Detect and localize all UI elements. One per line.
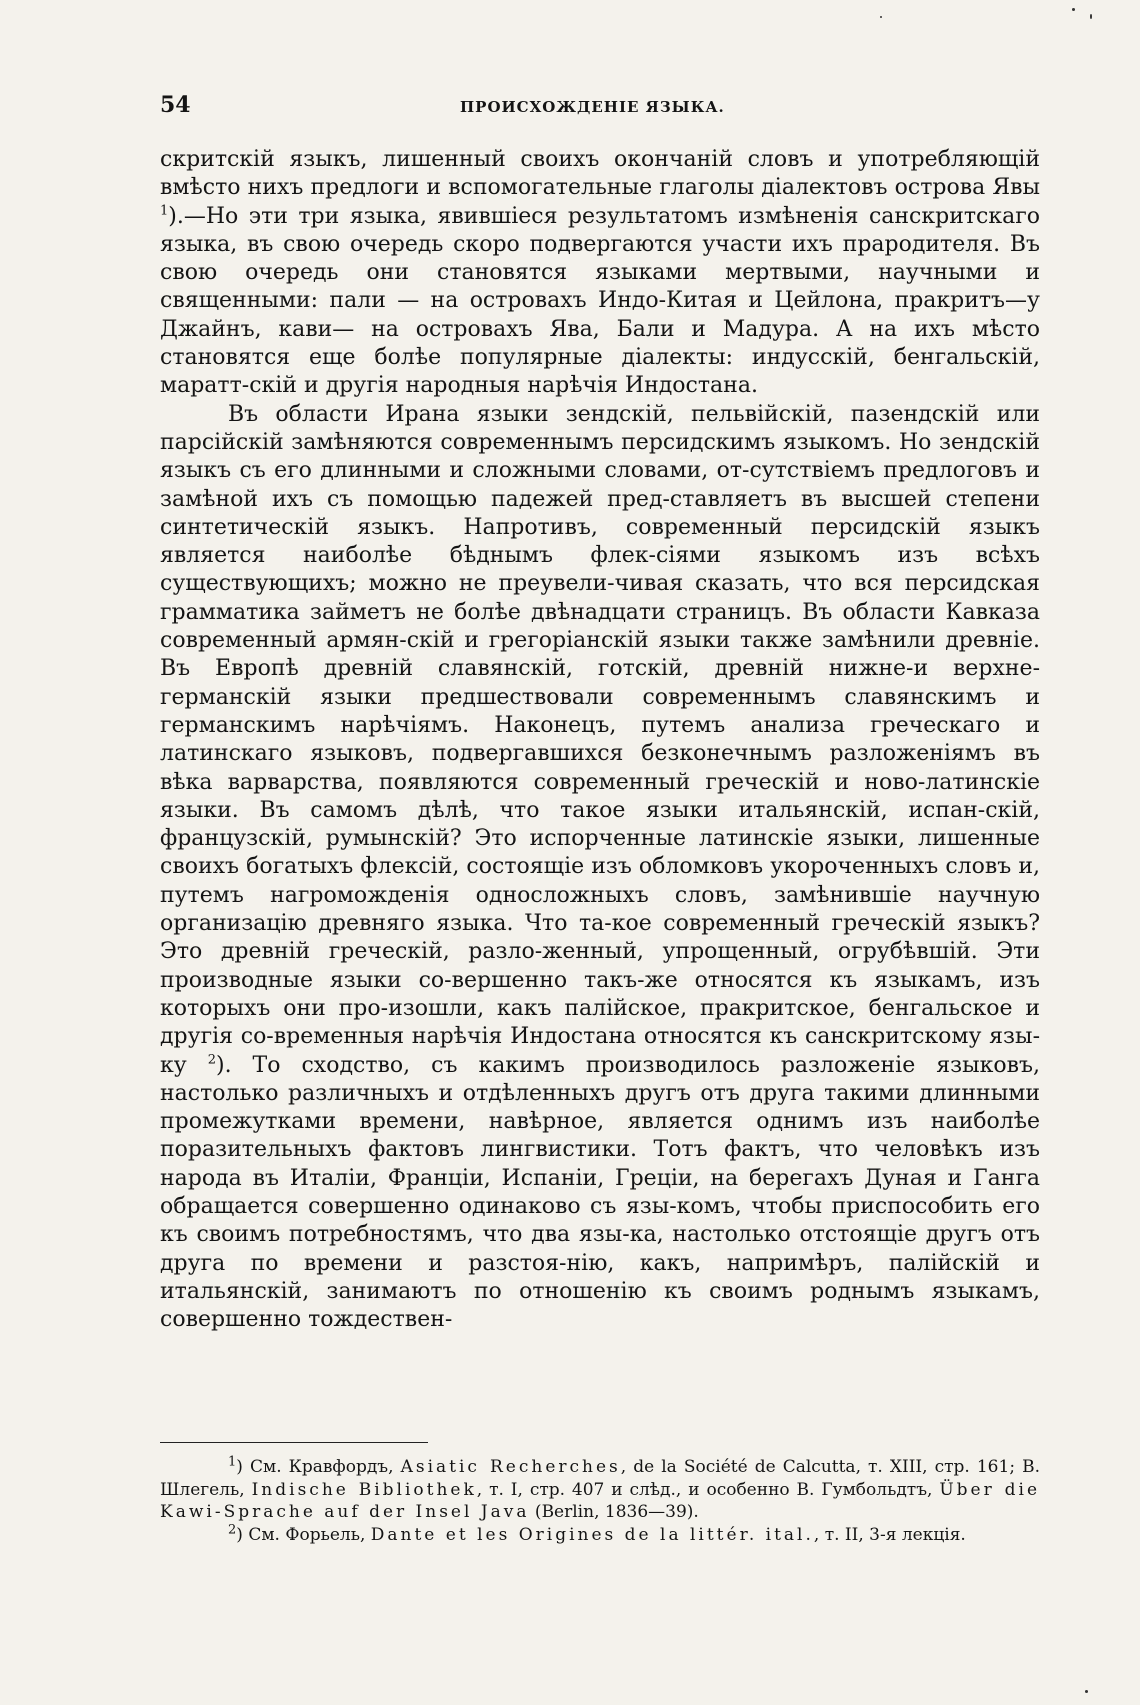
footnote-1-text-a: ) См. Кравфордъ,: [236, 1457, 401, 1477]
footnote-1-title-c: Über die Kawi-Sprache auf der Insel Java: [160, 1479, 1040, 1522]
running-title: ПРОИСХОЖДЕНIЕ ЯЗЫКА.: [460, 98, 725, 116]
footnote-divider: [160, 1442, 428, 1443]
paragraph-1-text-a: скритскiй языкъ, лишенный своихъ окончанiй словъ и употребляющiй вмѣсто нихъ предлоги и вспомогательные глаголы дiалектовъ острова Явы: [160, 147, 1040, 201]
paragraph-1-text-b: ).—Но эти три языка, явившiеся результатомъ измѣненiя санскритскаго языка, въ свою очередь скоро подвергаются участи ихъ прародителя. Въ свою очередь они становятся языками мертвыми, научными и священными: пали — на островахъ Индо-Китая и Цейлона, пракритъ—у Джайнъ, кави— на островахъ Ява, Бали и Мадура. А на ихъ мѣсто становятся еще болѣе популярные дiалекты: индусскiй, бенгальскiй, маратт-скiй и другiя народныя нарѣчiя Индостана.: [160, 203, 1040, 399]
page-number: 54: [160, 92, 191, 118]
scan-speck: [880, 16, 882, 18]
footnote-2-text-b: , т. II, 3-я лекцiя.: [813, 1524, 966, 1545]
footnote-1-title-a: Asiatic Recherches: [400, 1457, 621, 1477]
paragraph-1: [160, 146, 1040, 401]
footnote-1-text-b: , de la Société de Calcutta, т. XIII, стр. 161; В. Шлегель,: [160, 1457, 1040, 1500]
paragraph-2-text-a: Въ области Ирана языки зендскiй, пельвiйскiй, пазендскiй или парсiйскiй замѣняются современнымъ персидскимъ языкомъ. Но зендскiй языкъ съ его длинными и сложными словами, от-сутствiемъ предлоговъ и замѣной ихъ съ помощью падежей пред-ставляетъ въ высшей степени синтетическiй языкъ. Напротивъ, современный персидскiй языкъ является наиболѣе бѣднымъ флек-сiями языкомъ изъ всѣхъ существующихъ; можно не преувели-чивая сказать, что вся персидская грамматика займетъ не болѣе двѣнадцати страницъ. Въ области Кавказа современный армян-скiй и грегорiанскiй языки также замѣнили древнiе. Въ Европѣ древнiй славянскiй, готскiй, древнiй нижне-и верхне-германскiй языки предшествовали современнымъ славянскимъ и германскимъ нарѣчiямъ. Наконецъ, путемъ анализа греческаго и латинскаго языковъ, подвергавшихся безконечнымъ разложенiямъ въ вѣка варварства, появляются современный греческiй и ново-латинскiе языки. Въ самомъ дѣлѣ, что такое языки итальянскiй, испан-скiй, французскiй, румынскiй? Это испорченные латинскiе языки, лишенные своихъ богатыхъ флексiй, состоящiе изъ обломковъ укороченныхъ словъ и, путемъ нагроможденiя односложныхъ словъ, замѣнившiе научную организацiю древняго языка. Что та-кое современный греческiй языкъ? Это древнiй греческiй, разло-женный, упрощенный, огрубѣвшiй. Эти производные языки со-вершенно такъ-же относятся къ языкамъ, изъ которыхъ они про-изошли, какъ палiйское, пракритское, бенгальское и другiя со-временныя нарѣчiя Индостана относятся къ санскритскому язы-ку: [160, 401, 1040, 1078]
footnote-1-text-d: (Berlin, 1836—39).: [529, 1502, 699, 1522]
footnote-2-title: Dante et les Origines de la littér. ital.: [370, 1524, 814, 1545]
footnote-2-text-a: ) См. Форьель,: [236, 1524, 371, 1545]
body-text: [160, 146, 1040, 1334]
footnote-1-marker: 1: [228, 1454, 237, 1470]
scan-speck: [1072, 8, 1075, 11]
footnote-1-text-c: , т. I, стр. 407 и слѣд., и особенно В. Гумбольдтъ,: [476, 1479, 940, 1500]
footnote-2: [160, 1521, 1040, 1547]
scan-speck: [1090, 14, 1092, 19]
footnote-1-title-b: Indische Bibliothek: [251, 1479, 477, 1500]
footnote-2-marker: 2: [228, 1521, 237, 1537]
page-header: [160, 92, 1050, 122]
footnotes: [160, 1456, 1040, 1546]
paragraph-2: [160, 401, 1040, 1335]
footnote-ref-1: 1: [160, 203, 169, 219]
scan-speck: [1085, 1690, 1088, 1693]
paragraph-2-text-b: ). То сходство, съ какимъ производилось разложенiе языковъ, настолько различныхъ и отдѣленныхъ другъ отъ друга такими длинными промежутками времени, навѣрное, является однимъ изъ наиболѣе поразительныхъ фактовъ лингвистики. Тотъ фактъ, что человѣкъ изъ народа въ Италiи, Францiи, Испанiи, Грецiи, на берегахъ Дуная и Ганга обращается совершенно одинаково съ язы-комъ, чтобы приспособить его къ своимъ потребностямъ, что два язы-ка, настолько отстоящiе другъ отъ друга по времени и разстоя-нiю, какъ, напримѣръ, палiйскiй и итальянскiй, занимаютъ по отношенiю къ своимъ роднымъ языкамъ, совершенно тождествен-: [160, 1052, 1040, 1333]
footnote-1: [160, 1456, 1040, 1524]
footnote-ref-2: 2: [207, 1052, 216, 1068]
